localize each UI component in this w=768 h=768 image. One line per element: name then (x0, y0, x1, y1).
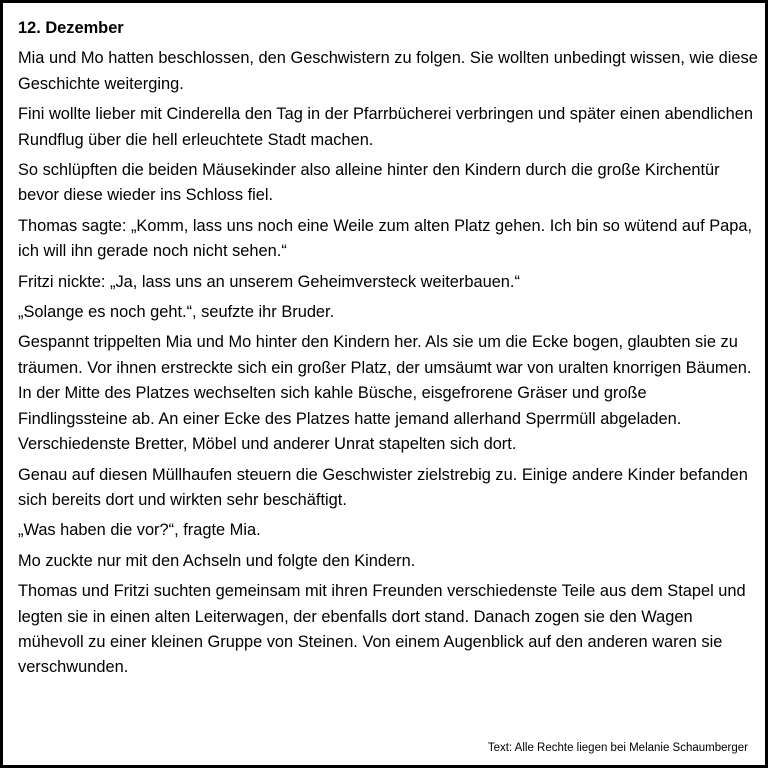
story-content (18, 16, 758, 686)
paragraph-9: „Was haben die vor?“, fragte Mia. (18, 521, 261, 540)
paragraph-7: Gespannt trippelten Mia und Mo hinter den Kindern her. Als sie um die Ecke bogen, glaubten sie zu träumen. Vor ihnen erstreckte sich ein großer Platz, der umsäumt war von uralten knorrigen Bäumen. In der Mitte des Platzes wechselten sich kahle Büsche, eisgefrorene Gräser und große Findlingssteine ab. An einer Ecke des Platzes hatte jemand allerhand Sperrmüll abgeladen. Verschiedenste Bretter, Möbel und anderer Unrat stapelten sich dort. (18, 333, 752, 454)
paragraph-10: Mo zuckte nur mit den Achseln und folgte den Kindern. (18, 551, 416, 570)
paragraph-1: Mia und Mo hatten beschlossen, den Geschwistern zu folgen. Sie wollten unbedingt wissen, wie diese Geschichte weiterging. (18, 49, 758, 93)
paragraph-8: Genau auf diesen Müllhaufen steuern die Geschwister zielstrebig zu. Einige andere Kinder befanden sich bereits dort und wirkten sehr beschäftigt. (18, 465, 748, 509)
paragraph-11: Thomas und Fritzi suchten gemeinsam mit ihren Freunden verschiedenste Teile aus dem Stapel und legten sie in einen alten Leiterwagen, der ebenfalls dort stand. Danach zogen sie den Wagen mühevoll zu einer kleinen Gruppe von Steinen. Von einem Augenblick auf den anderen waren sie verschwunden. (18, 582, 746, 677)
paragraph-3: So schlüpften die beiden Mäusekinder also alleine hinter den Kindern durch die große Kirchentür bevor diese wieder ins Schloss fiel. (18, 161, 720, 205)
paragraph-2: Fini wollte lieber mit Cinderella den Tag in der Pfarrbücherei verbringen und später einen abendlichen Rundflug über die hell erleuchtete Stadt machen. (18, 105, 753, 149)
copyright-footer: Text: Alle Rechte liegen bei Melanie Schaumberger (487, 742, 748, 754)
paragraph-4: Thomas sagte: „Komm, lass uns noch eine Weile zum alten Platz gehen. Ich bin so wütend auf Papa, ich will ihn gerade noch nicht sehen.“ (18, 216, 753, 261)
page-title: 12. Dezember (18, 19, 124, 37)
paragraph-5: Fritzi nickte: „Ja, lass uns an unserem Geheimversteck weiterbauen.“ (18, 272, 520, 291)
paragraph-6: „Solange es noch geht.“, seufzte ihr Bruder. (18, 303, 335, 322)
